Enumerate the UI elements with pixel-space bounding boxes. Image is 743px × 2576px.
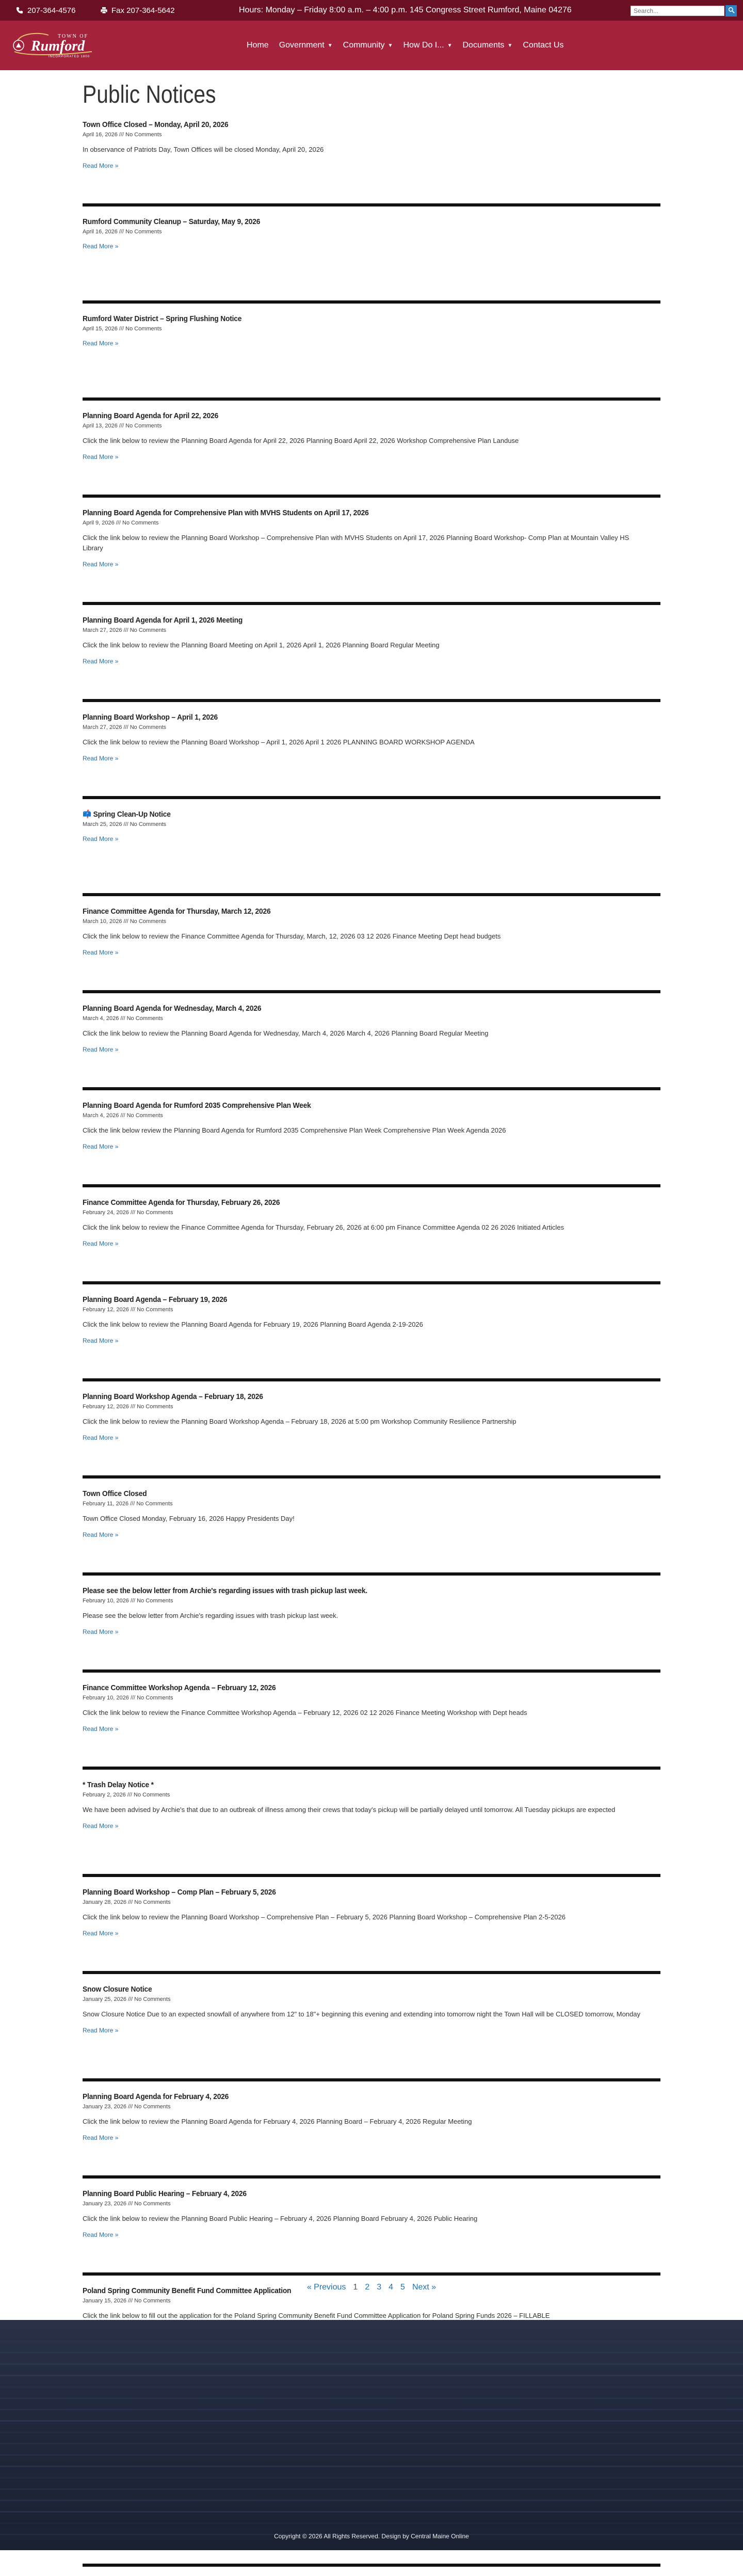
- notice-item: [83, 216, 660, 304]
- notice-title[interactable]: Poland Spring Community Benefit Fund Committee Application: [83, 2286, 292, 2295]
- notice-meta: January 28, 2026 /// No Comments: [83, 1899, 171, 1905]
- read-more-link[interactable]: Read More »: [83, 1822, 119, 1830]
- notice-excerpt: Click the link below to review the Finance Committee Workshop Agenda – February 12, 2026 02 12 2026 Finance Meeting Workshop with Dept heads: [83, 1709, 527, 1716]
- notice-item: [83, 507, 660, 605]
- notice-title[interactable]: Finance Committee Workshop Agenda – February 12, 2026: [83, 1683, 276, 1692]
- read-more-link[interactable]: Read More »: [83, 1337, 119, 1344]
- notice-title[interactable]: Finance Committee Agenda for Thursday, March 12, 2026: [83, 907, 271, 916]
- fax-number: Fax 207-364-5642: [111, 6, 175, 15]
- notice-title[interactable]: Snow Closure Notice: [83, 1985, 152, 1994]
- footer-wave-decoration: [0, 2443, 743, 2444]
- read-more-link[interactable]: Read More »: [83, 1143, 119, 1150]
- notice-item: [83, 1294, 660, 1381]
- footer-copyright: Copyright © 2026 All Rights Reserved. Design by Central Maine Online: [274, 2533, 469, 2540]
- notice-item: [83, 1779, 660, 1877]
- notice-meta: January 23, 2026 /// No Comments: [83, 2104, 171, 2110]
- pagination-page-4[interactable]: 4: [389, 2283, 394, 2292]
- notice-excerpt: Click the link below to review the Planning Board Agenda for April 22, 2026 Planning Board April 22, 2026 Workshop Comprehensive Plan Landuse: [83, 437, 519, 444]
- footer-wave-decoration: [0, 2500, 743, 2501]
- notice-title[interactable]: * Trash Delay Notice *: [83, 1780, 154, 1789]
- pagination-page-3[interactable]: 3: [377, 2283, 382, 2292]
- notice-meta: January 25, 2026 /// No Comments: [83, 1996, 171, 2002]
- notice-title[interactable]: Planning Board Workshop – Comp Plan – February 5, 2026: [83, 1888, 276, 1897]
- read-more-link[interactable]: Read More »: [83, 1434, 119, 1441]
- notice-item: [83, 808, 660, 896]
- notice-title[interactable]: Planning Board Workshop Agenda – February 18, 2026: [83, 1392, 263, 1401]
- read-more-link[interactable]: Read More »: [83, 243, 119, 250]
- footer-wave-decoration: [0, 2352, 743, 2354]
- notice-meta: February 24, 2026 /// No Comments: [83, 1210, 173, 1216]
- read-more-link[interactable]: Read More »: [83, 2134, 119, 2141]
- nav-item-label: Home: [247, 41, 269, 50]
- chevron-down-icon: ▼: [327, 42, 333, 49]
- search-icon: [728, 7, 735, 15]
- page-title: Public Notices: [83, 81, 216, 108]
- read-more-link[interactable]: Read More »: [83, 755, 119, 762]
- read-more-link[interactable]: Read More »: [83, 1531, 119, 1538]
- notice-item: [83, 410, 660, 498]
- notice-meta: March 4, 2026 /// No Comments: [83, 1112, 163, 1119]
- main-content: [83, 83, 660, 2576]
- footer-wave-decoration: [0, 2420, 743, 2422]
- footer-wave-decoration: [0, 2488, 743, 2490]
- main-menu: [241, 21, 569, 70]
- fax-contact[interactable]: [100, 0, 175, 21]
- nav-item-government[interactable]: [274, 38, 338, 53]
- notice-title[interactable]: Planning Board Workshop – April 1, 2026: [83, 713, 218, 722]
- notice-title[interactable]: Planning Board Agenda for April 22, 2026: [83, 411, 219, 420]
- notice-title[interactable]: Finance Committee Agenda for Thursday, February 26, 2026: [83, 1198, 280, 1207]
- notice-item: [83, 1585, 660, 1673]
- notice-item: [83, 1003, 660, 1090]
- notice-excerpt: Click the link below to fill out the application for the Poland Spring Community Benefit Fund Committee Application for Poland Spring Funds 2026 – FILLABLE: [83, 2312, 550, 2319]
- footer-wave-decoration: [0, 2386, 743, 2388]
- footer-wave-decoration: [0, 2397, 743, 2399]
- notice-item: [83, 711, 660, 799]
- nav-item-label: Contact Us: [523, 41, 564, 50]
- logo-sub-text: INCORPORATED 1800: [49, 55, 90, 58]
- notice-meta: March 25, 2026 /// No Comments: [83, 821, 167, 828]
- notice-excerpt: Click the link below to review the Planning Board Agenda for Wednesday, March 4, 2026 March 4, 2026 Planning Board Regular Meeting: [83, 1029, 489, 1037]
- chevron-down-icon: ▼: [387, 42, 393, 49]
- notice-meta: April 16, 2026 /// No Comments: [83, 229, 162, 235]
- notice-excerpt: Click the link below to review the Planning Board Meeting on April 1, 2026 April 1, 2026 Planning Board Regular Meeting: [83, 641, 440, 649]
- read-more-link[interactable]: Read More »: [83, 2231, 119, 2238]
- pagination-page-1: 1: [353, 2283, 358, 2292]
- notice-meta: April 9, 2026 /// No Comments: [83, 520, 159, 526]
- footer-wave-decoration: [0, 2431, 743, 2433]
- office-hours: Hours: Monday – Friday 8:00 a.m. – 4:00 p.m. 145 Congress Street Rumford, Maine 04276: [239, 6, 572, 14]
- notice-excerpt: Click the link below to review the Planning Board Public Hearing – February 4, 2026 Planning Board February 4, 2026 Public Hearing: [83, 2215, 478, 2222]
- notice-item: [83, 313, 660, 401]
- town-logo[interactable]: [10, 31, 114, 60]
- notice-meta: February 2, 2026 /// No Comments: [83, 1792, 170, 1798]
- notice-title[interactable]: Planning Board Agenda for February 4, 2026: [83, 2092, 229, 2101]
- footer-wave-decoration: [0, 2522, 743, 2524]
- logo-small-text: TOWN OF: [58, 34, 89, 39]
- read-more-link[interactable]: Read More »: [83, 1046, 119, 1053]
- read-more-link[interactable]: Read More »: [83, 658, 119, 665]
- nav-item-label: How Do I...: [403, 41, 444, 50]
- pagination-page-5[interactable]: 5: [400, 2283, 405, 2292]
- notice-title[interactable]: Town Office Closed: [83, 1489, 147, 1498]
- logo-name-text: Rumford: [31, 38, 85, 54]
- nav-item-label: Community: [343, 41, 385, 50]
- notice-item: [83, 2091, 660, 2179]
- phone-number: 207-364-4576: [27, 6, 76, 15]
- chevron-down-icon: ▼: [507, 42, 513, 49]
- notice-meta: April 13, 2026 /// No Comments: [83, 423, 162, 429]
- notice-title[interactable]: Planning Board Agenda – February 19, 2026: [83, 1295, 228, 1304]
- read-more-link[interactable]: Read More »: [83, 453, 119, 460]
- notice-item: [83, 1391, 660, 1478]
- notice-item: [83, 1682, 660, 1770]
- notice-excerpt: Click the link below to review the Finance Committee Agenda for Thursday, March, 12, 2026 03 12 2026 Finance Meeting Dept head budgets: [83, 932, 501, 940]
- notice-title[interactable]: Planning Board Agenda for Comprehensive Plan with MVHS Students on April 17, 2026: [83, 508, 369, 517]
- notice-meta: February 12, 2026 /// No Comments: [83, 1404, 173, 1410]
- footer-wave-decoration: [0, 2477, 743, 2478]
- notice-meta: January 23, 2026 /// No Comments: [83, 2201, 171, 2207]
- pagination: [83, 2283, 660, 2292]
- chevron-down-icon: ▼: [447, 42, 453, 49]
- top-bar: [0, 0, 743, 21]
- notice-item: [83, 1983, 660, 2081]
- notice-excerpt: Click the link below to review the Planning Board Workshop – Comprehensive Plan with MVHS Students on April 17, 2026 Planning Board Workshop- Comp Plan at Mountain Valley HS Library: [83, 534, 629, 552]
- read-more-link[interactable]: Read More »: [83, 561, 119, 568]
- notice-excerpt: Town Office Closed Monday, February 16, 2026 Happy Presidents Day!: [83, 1515, 295, 1522]
- notice-meta: March 4, 2026 /// No Comments: [83, 1015, 163, 1022]
- notice-title[interactable]: 📫 Spring Clean-Up Notice: [83, 810, 171, 819]
- read-more-link[interactable]: Read More »: [83, 1725, 119, 1732]
- pagination-previous[interactable]: « Previous: [306, 2283, 346, 2292]
- nav-item-how-do-i[interactable]: [398, 38, 457, 53]
- footer-wave-decoration: [0, 2409, 743, 2410]
- notice-title[interactable]: Planning Board Public Hearing – February 4, 2026: [83, 2189, 247, 2198]
- notice-meta: February 12, 2026 /// No Comments: [83, 1307, 173, 1313]
- notice-title[interactable]: Planning Board Agenda for Wednesday, March 4, 2026: [83, 1004, 262, 1013]
- footer-wave-decoration: [0, 2363, 743, 2365]
- notice-excerpt: Click the link below to review the Finance Committee Agenda for Thursday, February 26, 2026 at 6:00 pm Finance Committee Agenda 02 26 2026 Initiated Articles: [83, 1223, 564, 1231]
- notice-title[interactable]: Rumford Community Cleanup – Saturday, May 9, 2026: [83, 217, 261, 226]
- nav-item-community[interactable]: [338, 38, 398, 53]
- notice-item: [83, 614, 660, 702]
- read-more-link[interactable]: Read More »: [83, 1628, 119, 1635]
- read-more-link[interactable]: Read More »: [83, 835, 119, 842]
- notice-title[interactable]: Planning Board Agenda for Rumford 2035 Comprehensive Plan Week: [83, 1101, 311, 1110]
- notice-excerpt: We have been advised by Archie's that due to an outbreak of illness among their crews that today's pickup will be partially delayed until tomorrow. All Tuesday pickups are expected: [83, 1806, 616, 1814]
- read-more-link[interactable]: Read More »: [83, 340, 119, 347]
- pagination-page-2[interactable]: 2: [365, 2283, 370, 2292]
- search-button[interactable]: [725, 5, 737, 17]
- notice-meta: February 10, 2026 /// No Comments: [83, 1695, 173, 1701]
- notice-meta: February 10, 2026 /// No Comments: [83, 1598, 173, 1604]
- read-more-link[interactable]: Read More »: [83, 2027, 119, 2034]
- read-more-link[interactable]: Read More »: [83, 949, 119, 956]
- nav-item-label: Government: [279, 41, 325, 50]
- notice-item: [83, 1886, 660, 1974]
- notice-excerpt: Click the link below to review the Planning Board Agenda for February 19, 2026 Planning Board Agenda 2-19-2026: [83, 1321, 423, 1328]
- phone-icon: [15, 6, 24, 14]
- notice-meta: March 27, 2026 /// No Comments: [83, 724, 167, 730]
- phone-contact[interactable]: [15, 0, 75, 21]
- notice-meta: February 11, 2026 /// No Comments: [83, 1501, 173, 1507]
- notice-excerpt: Click the link below to review the Planning Board Workshop – Comprehensive Plan – February 5, 2026 Planning Board Workshop – Comprehensive Plan 2-5-2026: [83, 1913, 566, 1921]
- notice-excerpt: Snow Closure Notice Due to an expected snowfall of anywhere from 12" to 18"+ beginning this evening and extending into tomorrow night the Town Hall will be CLOSED tomorrow, Monday: [83, 2010, 640, 2018]
- search-input[interactable]: [631, 6, 724, 16]
- notice-excerpt: Click the link below review the Planning Board Agenda for Rumford 2035 Comprehensive Plan Week Comprehensive Plan Week Agenda 2026: [83, 1126, 506, 1134]
- notice-item: [83, 905, 660, 993]
- notice-list: [83, 119, 660, 2567]
- notice-item: [83, 1197, 660, 1284]
- notice-meta: April 16, 2026 /// No Comments: [83, 132, 162, 138]
- pagination-next[interactable]: Next »: [412, 2283, 437, 2292]
- notice-item: [83, 2188, 660, 2276]
- read-more-link[interactable]: Read More »: [83, 162, 119, 169]
- notice-excerpt: Click the link below to review the Planning Board Workshop Agenda – February 18, 2026 at 5:00 pm Workshop Community Resilience Partnership: [83, 1418, 516, 1425]
- nav-item-documents[interactable]: [458, 38, 518, 53]
- nav-item-home[interactable]: [241, 38, 274, 53]
- footer-wave-decoration: [0, 2375, 743, 2376]
- notice-excerpt: Please see the below letter from Archie's regarding issues with trash pickup last week.: [83, 1612, 338, 1619]
- notice-item: [83, 119, 660, 206]
- main-header: [0, 21, 743, 70]
- read-more-link[interactable]: Read More »: [83, 1930, 119, 1937]
- footer-wave-decoration: [0, 2454, 743, 2456]
- notice-title[interactable]: Planning Board Agenda for April 1, 2026 Meeting: [83, 616, 243, 625]
- notice-meta: March 10, 2026 /// No Comments: [83, 918, 167, 925]
- notice-excerpt: Click the link below to review the Planning Board Workshop – April 1, 2026 April 1 2026 PLANNING BOARD WORKSHOP AGENDA: [83, 738, 475, 746]
- footer-wave-decoration: [0, 2511, 743, 2513]
- notice-title[interactable]: Rumford Water District – Spring Flushing Notice: [83, 314, 242, 323]
- notice-excerpt: Click the link below to review the Planning Board Agenda for February 4, 2026 Planning Board – February 4, 2026 Regular Meeting: [83, 2118, 472, 2125]
- notice-item: [83, 1488, 660, 1576]
- read-more-link[interactable]: Read More »: [83, 1240, 119, 1247]
- notice-title[interactable]: Please see the below letter from Archie's regarding issues with trash pickup last week.: [83, 1586, 367, 1595]
- notice-meta: March 27, 2026 /// No Comments: [83, 627, 167, 633]
- footer-wave-decoration: [0, 2341, 743, 2342]
- printer-icon: [100, 6, 108, 14]
- notice-item: [83, 1100, 660, 1187]
- notice-title[interactable]: Town Office Closed – Monday, April 20, 2026: [83, 120, 229, 129]
- nav-item-label: Documents: [462, 41, 505, 50]
- footer-wave-decoration: [0, 2466, 743, 2467]
- nav-item-contact-us[interactable]: [518, 38, 569, 53]
- notice-meta: April 15, 2026 /// No Comments: [83, 326, 162, 332]
- notice-excerpt: In observance of Patriots Day, Town Offices will be closed Monday, April 20, 2026: [83, 146, 324, 153]
- notice-meta: January 15, 2026 /// No Comments: [83, 2298, 171, 2304]
- footer-background: [0, 2320, 743, 2550]
